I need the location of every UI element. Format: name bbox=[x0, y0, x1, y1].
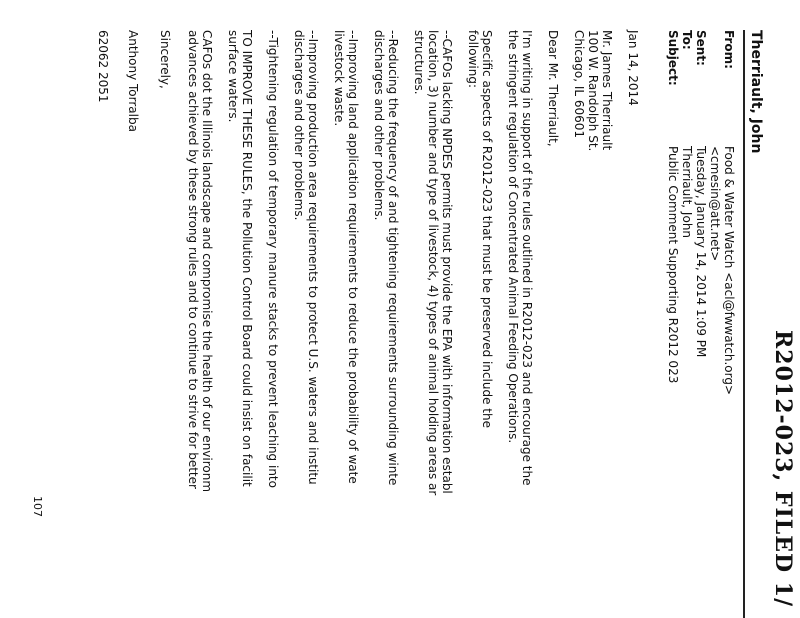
specific-line-1: Specific aspects of R2012-023 that must be preserved include the bbox=[480, 30, 494, 429]
filing-stamp: R2012-023, FILED 1/ bbox=[770, 330, 796, 608]
closing-2-line-2: advances achieved by these strong rules and to continue to strive for better bbox=[186, 30, 200, 489]
bullet-3-line-2: livestock waste. bbox=[332, 30, 346, 127]
bullet-4-line-1: --Improving production area requirements to protect U.S. waters and institu bbox=[306, 30, 320, 485]
closing-2-line-1: CAFOs dot the Illinois landscape and compromise the health of our environm bbox=[200, 30, 214, 493]
to-value: Therriault, John bbox=[680, 146, 694, 239]
signature-name: Anthony Torralba bbox=[126, 30, 140, 132]
bullet-1-line-2: location, 3) number and type of livestock, 4) types of animal holding areas ar bbox=[426, 30, 440, 496]
from-label: From: bbox=[722, 30, 736, 69]
bullet-1-line-1: --CAFOs lacking NPDES permits must provide the EPA with information establ bbox=[440, 30, 454, 494]
closing-1-line-2: surface waters. bbox=[226, 30, 240, 123]
signoff: Sincerely, bbox=[158, 30, 172, 89]
subject-label: Subject: bbox=[666, 30, 680, 86]
intro-line-1: I'm writing in support of the rules outlined in R2012-023 and encourage the bbox=[520, 30, 534, 486]
address-line-3: Chicago, IL 60601 bbox=[572, 30, 586, 139]
sent-label: Sent: bbox=[694, 30, 708, 66]
header-rule bbox=[743, 30, 745, 618]
page-number: 107 bbox=[31, 496, 44, 517]
bullet-3-line-1: --Improving land application requirements to reduce the probability of wate bbox=[346, 30, 360, 484]
sender-name: Therriault, John bbox=[748, 30, 764, 154]
subject-value: Public Comment Supporting R2012 023 bbox=[666, 146, 680, 384]
from-value-2: <cmesin@att.net> bbox=[708, 146, 722, 262]
intro-line-2: the stringent regulation of Concentrated Animal Feeding Operations. bbox=[506, 30, 520, 444]
address-line-2: 100 W. Randolph St. bbox=[586, 30, 600, 152]
letter-date: Jan 14, 2014 bbox=[626, 30, 640, 106]
bullet-4-line-2: discharges and other problems. bbox=[292, 30, 306, 221]
to-label: To: bbox=[680, 30, 694, 50]
salutation: Dear Mr. Therriault, bbox=[546, 30, 560, 147]
bullet-2-line-1: --Reducing the frequency of and tightening requirements surrounding winte bbox=[386, 30, 400, 486]
sent-value: Tuesday, January 14, 2014 1:09 PM bbox=[694, 146, 708, 358]
zip-code: 62062 2051 bbox=[96, 30, 110, 103]
bullet-5-line-1: --Tightening regulation of temporary manure stacks to prevent leaching into bbox=[266, 30, 280, 488]
closing-1-line-1: TO IMPROVE THESE RULES, the Pollution Control Board could insist on facilit bbox=[240, 30, 254, 487]
from-value: Food & Water Watch <acl@fwwatch.org> bbox=[722, 146, 736, 396]
bullet-2-line-2: discharges and other problems. bbox=[372, 30, 386, 221]
specific-line-2: following: bbox=[466, 30, 480, 88]
address-line-1: Mr. James Therriault bbox=[600, 30, 614, 151]
bullet-1-line-3: structures. bbox=[412, 30, 426, 95]
